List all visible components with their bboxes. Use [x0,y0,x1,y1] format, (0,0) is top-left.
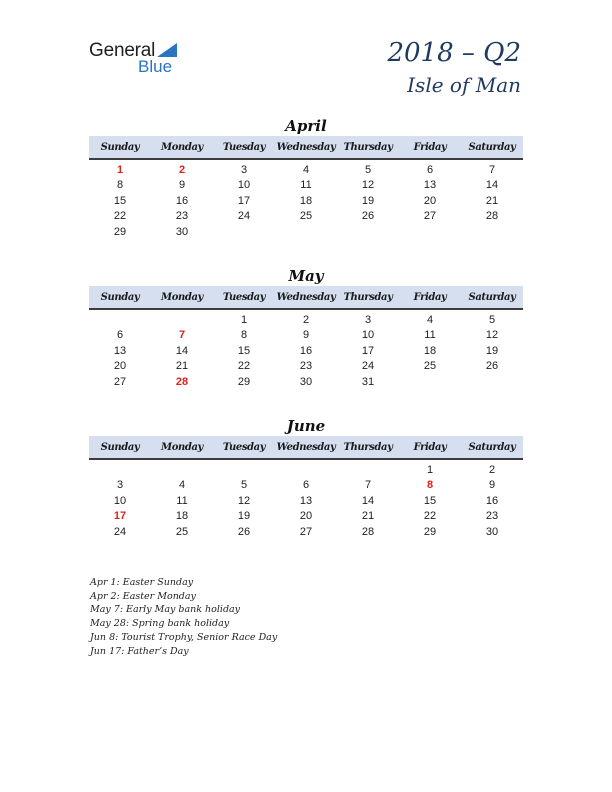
day-cell: 17 [237,194,251,207]
weekday-label: Thursday [343,291,393,303]
weekday-label: Sunday [100,291,140,303]
day-cell: 22 [113,210,127,223]
holiday-note: Jun 17: Father’s Day [90,645,189,657]
logo-triangle-icon [157,43,177,57]
day-cell: 2 [488,463,496,476]
day-cell: 18 [175,510,189,523]
day-cell: 7 [178,329,186,342]
week-row [89,328,523,344]
holiday-note: May 7: Early May bank holiday [90,604,241,616]
day-cell: 18 [423,344,437,357]
day-cell: 22 [423,510,437,523]
weekday-label: Saturday [468,291,516,303]
weekday-header [89,436,523,460]
weekday-header [89,136,523,160]
day-cell: 12 [361,179,375,192]
region-title: Isle of Man [407,73,521,97]
day-cell: 30 [485,525,499,538]
day-cell: 11 [176,494,188,507]
day-cell: 14 [175,344,189,357]
day-cell: 7 [488,163,496,176]
day-cell: 2 [178,163,186,176]
day-cell: 24 [361,360,375,373]
weekday-label: Thursday [343,441,393,453]
day-cell: 9 [488,479,496,492]
brand-logo [89,40,189,76]
day-cell: 29 [113,225,127,238]
logo-general-text: General [89,40,156,61]
day-cell: 28 [485,210,499,223]
day-cell: 23 [175,210,189,223]
weekday-label: Sunday [100,441,140,453]
week-row [89,493,523,509]
day-cell: 29 [423,525,437,538]
day-cell: 11 [300,179,312,192]
day-cell: 16 [175,194,189,207]
week-row [89,509,523,525]
day-cell: 4 [178,479,186,492]
week-row [89,462,523,478]
day-cell: 1 [116,163,124,176]
day-cell: 27 [423,210,437,223]
day-cell: 6 [116,329,124,342]
day-cell: 19 [361,194,375,207]
day-cell: 7 [364,479,372,492]
day-cell: 29 [237,375,251,388]
day-cell: 6 [302,479,310,492]
day-cell: 5 [364,163,372,176]
weekday-label: Tuesday [222,141,266,153]
day-cell: 5 [240,479,248,492]
day-cell: 25 [299,210,313,223]
day-cell: 18 [299,194,313,207]
week-row [89,524,523,540]
weekday-label: Saturday [468,141,516,153]
day-cell: 21 [485,194,499,207]
day-cell: 10 [237,179,251,192]
day-cell: 13 [113,344,127,357]
day-cell: 20 [113,360,127,373]
weekday-label: Tuesday [222,291,266,303]
holiday-notes [90,576,277,658]
day-cell: 20 [299,510,313,523]
weekday-label: Wednesday [276,291,336,303]
month-april [89,116,523,240]
day-cell: 14 [485,179,499,192]
month-name: April [285,117,327,135]
day-cell: 28 [175,375,189,388]
day-cell: 8 [240,329,248,342]
day-cell: 8 [116,179,124,192]
weekday-label: Saturday [468,441,516,453]
week-row [89,224,523,240]
day-cell: 5 [488,313,496,326]
day-cell: 30 [299,375,313,388]
weekday-label: Friday [413,441,447,453]
day-cell: 30 [175,225,189,238]
week-row [89,374,523,390]
day-cell: 12 [485,329,499,342]
month-name: June [286,417,326,435]
day-cell: 17 [361,344,375,357]
weekday-label: Wednesday [276,441,336,453]
month-name: May [288,267,324,285]
day-cell: 23 [299,360,313,373]
day-cell: 17 [113,510,127,523]
weekday-header [89,286,523,310]
week-row [89,193,523,209]
day-cell: 14 [361,494,375,507]
week-row [89,343,523,359]
day-cell: 21 [175,360,189,373]
day-cell: 26 [361,210,375,223]
holiday-note: May 28: Spring bank holiday [90,618,230,630]
day-cell: 10 [113,494,127,507]
day-cell: 3 [240,163,248,176]
day-cell: 6 [426,163,434,176]
day-cell: 8 [426,479,434,492]
month-may [89,266,523,390]
day-cell: 25 [423,360,437,373]
day-cell: 2 [302,313,310,326]
logo-blue-text: Blue [138,57,173,76]
week-row [89,312,523,328]
day-cell: 13 [423,179,437,192]
holiday-note: Apr 1: Easter Sunday [90,577,194,588]
day-cell: 21 [361,510,375,523]
day-cell: 13 [299,494,313,507]
week-row [89,478,523,494]
day-cell: 9 [302,329,310,342]
day-cell: 25 [175,525,189,538]
week-row [89,359,523,375]
day-cell: 27 [299,525,313,538]
weekday-label: Tuesday [222,441,266,453]
weekday-label: Sunday [100,141,140,153]
week-row [89,162,523,178]
day-cell: 16 [299,344,313,357]
day-cell: 26 [237,525,251,538]
day-cell: 15 [237,344,251,357]
day-cell: 3 [116,479,124,492]
day-cell: 27 [113,375,127,388]
day-cell: 4 [302,163,310,176]
day-cell: 26 [485,360,499,373]
day-cell: 16 [485,494,499,507]
day-cell: 10 [361,329,375,342]
day-cell: 23 [485,510,499,523]
weekday-label: Friday [413,291,447,303]
day-cell: 31 [361,375,375,388]
day-cell: 3 [364,313,372,326]
day-cell: 1 [240,313,248,326]
day-cell: 28 [361,525,375,538]
holiday-note: Apr 2: Easter Monday [90,590,196,602]
week-row [89,209,523,225]
day-cell: 15 [113,194,127,207]
weekday-label: Friday [413,141,447,153]
day-cell: 24 [113,525,127,538]
quarter-title: 2018 – Q2 [387,38,521,68]
day-cell: 20 [423,194,437,207]
month-june [89,416,523,540]
weekday-label: Monday [161,141,203,153]
day-cell: 9 [178,179,186,192]
day-cell: 12 [237,494,251,507]
day-cell: 19 [237,510,251,523]
holiday-note: Jun 8: Tourist Trophy, Senior Race Day [90,631,278,643]
day-cell: 15 [423,494,437,507]
weekday-label: Monday [161,441,203,453]
weekday-label: Thursday [343,141,393,153]
week-row [89,178,523,194]
day-cell: 1 [426,463,434,476]
page-title [387,36,521,100]
day-cell: 4 [426,313,434,326]
day-cell: 19 [485,344,499,357]
day-cell: 24 [237,210,251,223]
day-cell: 22 [237,360,251,373]
day-cell: 11 [424,329,436,342]
weekday-label: Wednesday [276,141,336,153]
weekday-label: Monday [161,291,203,303]
